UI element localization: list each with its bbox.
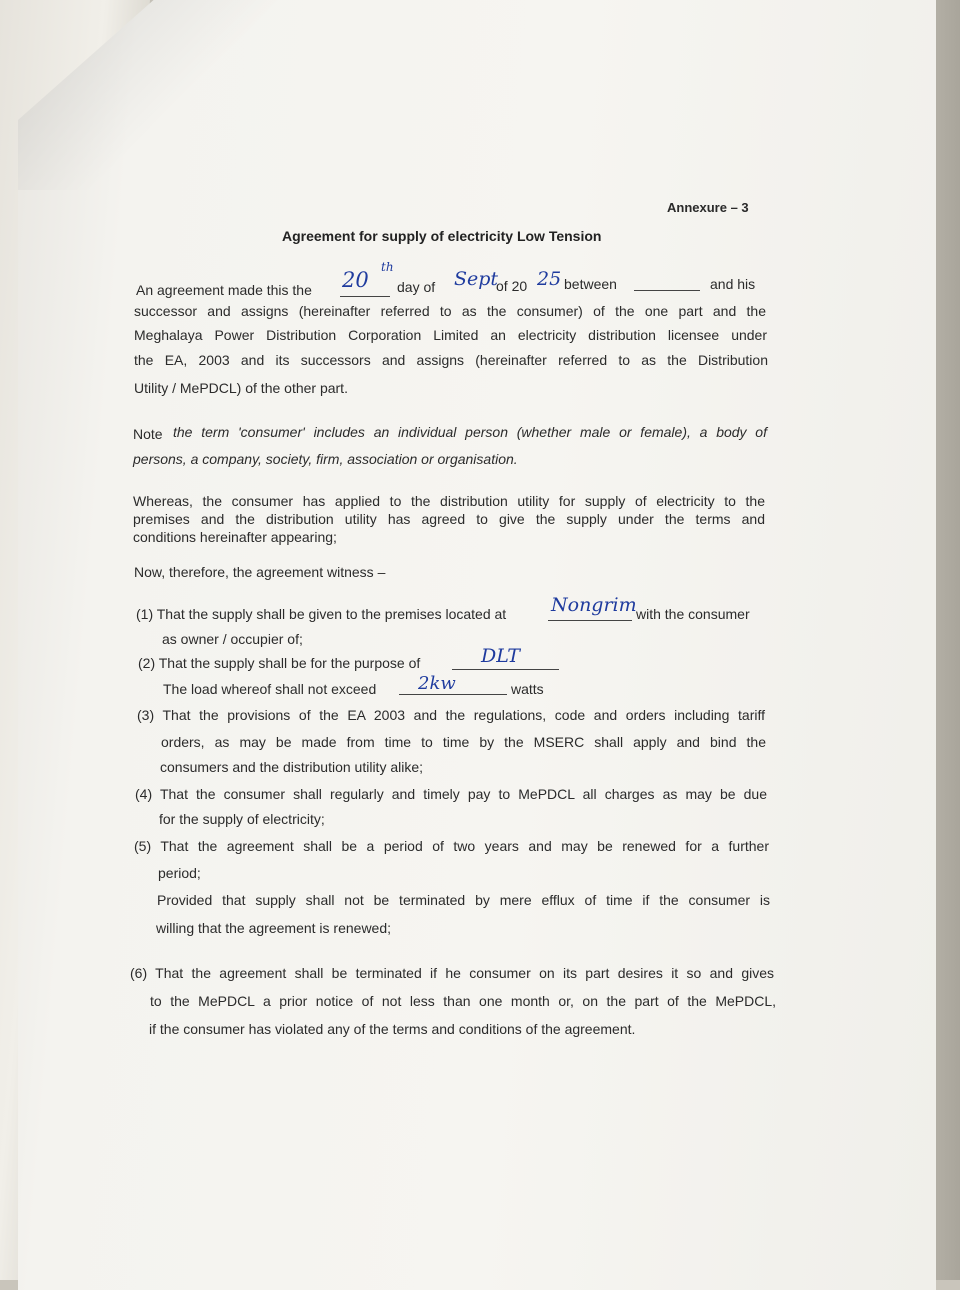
document-title: Agreement for supply of electricity Low Tension — [282, 228, 602, 244]
intro-text: An agreement made this the — [136, 282, 312, 298]
clause-3-text: orders, as may be made from time to time by the MSERC shall apply and bind the — [161, 734, 766, 750]
whereas-text: Whereas, the consumer has applied to the distribution utility for supply of electricity to the — [133, 493, 765, 509]
whereas-text: conditions hereinafter appearing; — [133, 529, 337, 545]
document-page — [18, 0, 936, 1290]
whereas-text: premises and the distribution utility has agreed to give the supply under the terms and — [133, 511, 765, 527]
note-text: persons, a company, society, firm, association or organisation. — [133, 451, 518, 467]
handwritten-year: 25 — [537, 268, 562, 290]
clause-1-text: with the consumer — [636, 606, 750, 622]
handwritten-location: Nongrim — [551, 594, 637, 616]
clause-1-text: as owner / occupier of; — [162, 631, 303, 647]
intro-text: between — [564, 276, 617, 292]
clause-1-text: (1) That the supply shall be given to the premises located at — [136, 606, 507, 622]
intro-text: Meghalaya Power Distribution Corporation Limited an electricity distribution licensee under — [134, 327, 767, 343]
intro-text: of 20 — [496, 278, 528, 294]
clause-4-text: (4) That the consumer shall regularly and timely pay to MePDCL all charges as may be due — [135, 786, 767, 802]
intro-text: and his — [710, 276, 756, 292]
clause-5-text: period; — [158, 865, 201, 881]
witness-text: Now, therefore, the agreement witness – — [134, 564, 386, 580]
clause-5-text: (5) That the agreement shall be a period of two years and may be renewed for a further — [134, 838, 769, 854]
clause-6-text: (6) That the agreement shall be terminated if he consumer on its part desires it so and gives — [130, 965, 774, 981]
handwritten-month: Sept — [454, 268, 499, 290]
clause-4-text: for the supply of electricity; — [159, 811, 325, 827]
clause-3-text: (3) That the provisions of the EA 2003 and the regulations, code and orders including tariff — [137, 707, 765, 723]
clause-2-text: (2) That the supply shall be for the purpose of — [138, 655, 421, 671]
handwritten-day-suffix: th — [381, 260, 394, 274]
clause-6-text: if the consumer has violated any of the terms and conditions of the agreement. — [149, 1021, 636, 1037]
clause-2-text: The load whereof shall not exceed — [163, 681, 377, 697]
handwritten-load: 2kw — [418, 673, 456, 694]
note-label: Note — [133, 426, 163, 442]
handwritten-day: 20 — [342, 268, 369, 292]
annexure-label: Annexure – 3 — [667, 200, 749, 215]
handwritten-purpose: DLT — [481, 645, 520, 667]
intro-text: Utility / MePDCL) of the other part. — [134, 380, 348, 396]
clause-2-text: watts — [511, 681, 544, 697]
intro-text: day of — [397, 279, 436, 295]
clause-5-proviso: Provided that supply shall not be terminated by mere efflux of time if the consumer is — [157, 892, 770, 908]
clause-6-text: to the MePDCL a prior notice of not less than one month or, on the part of the MePDCL, — [150, 993, 776, 1009]
note-text: the term 'consumer' includes an individual person (whether male or female), a body of — [173, 424, 767, 440]
clause-3-text: consumers and the distribution utility alike; — [160, 759, 424, 775]
intro-text: the EA, 2003 and its successors and assigns (hereinafter referred to as the Distribution — [134, 352, 768, 368]
intro-text: successor and assigns (hereinafter referred to as the consumer) of the one part and the — [134, 303, 766, 319]
consumer-name-blank — [634, 290, 700, 291]
clause-5-proviso: willing that the agreement is renewed; — [156, 920, 392, 936]
